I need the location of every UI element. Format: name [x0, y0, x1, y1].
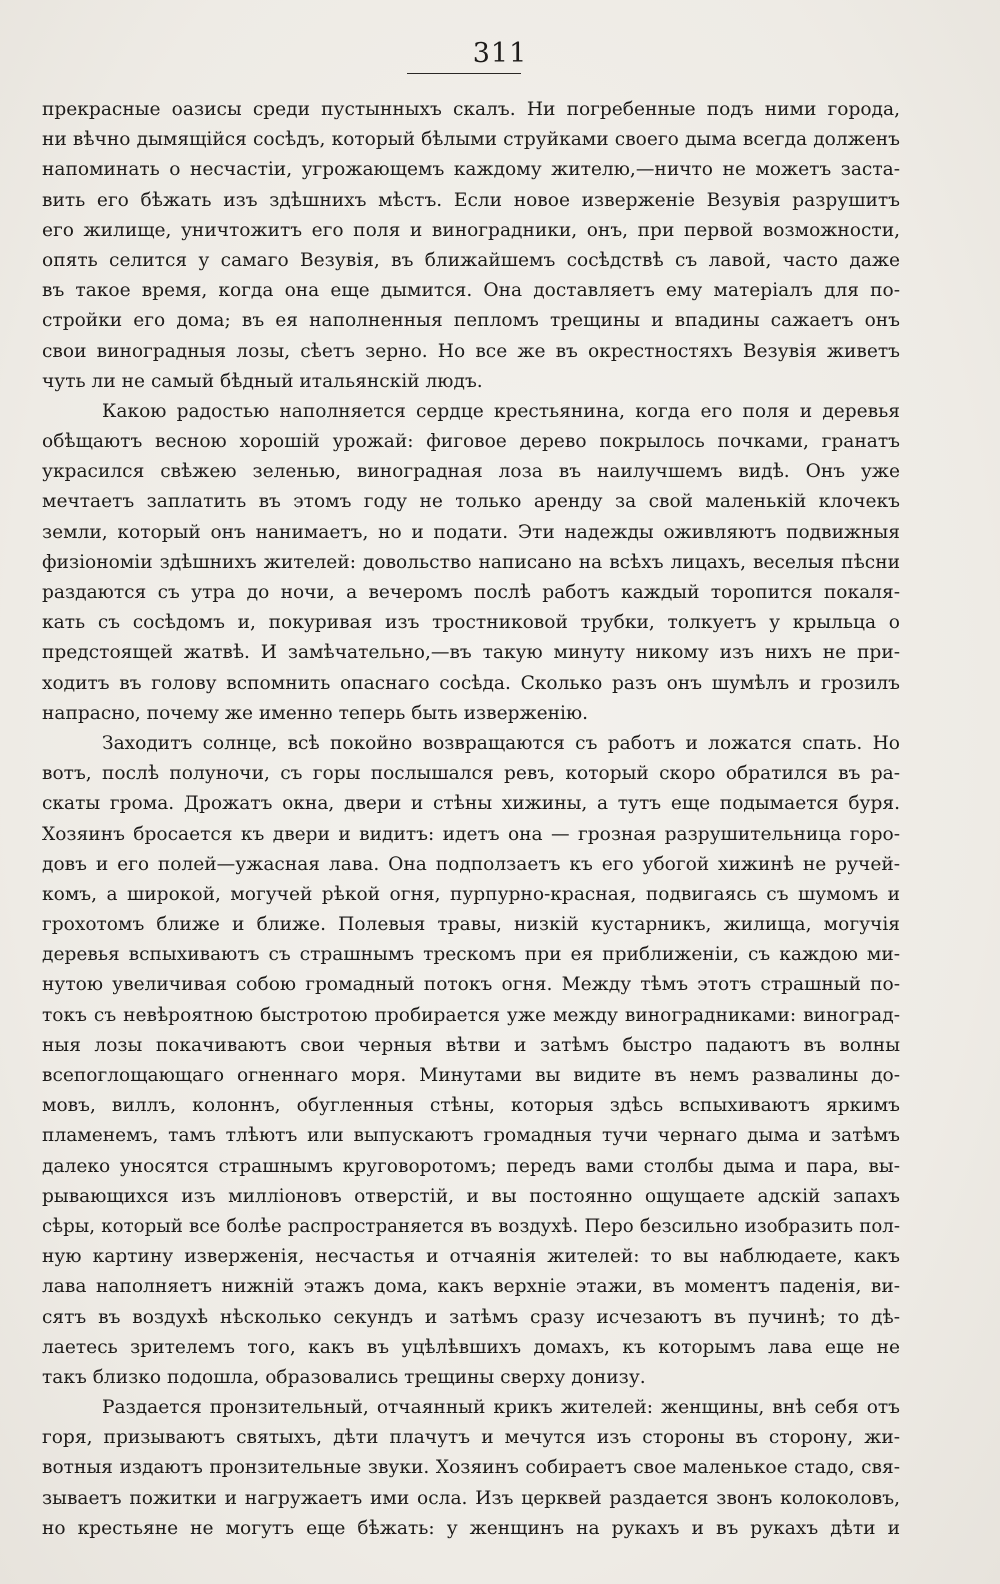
- text-line: физіономіи здѣшнихъ жителей: довольство написано на всѣхъ лицахъ, веселыя пѣсни: [42, 551, 900, 573]
- text-line: мовъ, виллъ, колоннъ, обугленныя стѣны, которыя здѣсь вспыхиваютъ яркимъ: [42, 1095, 900, 1117]
- text-line: комъ, а широкой, могучей рѣкой огня, пурпурно-красная, подвигаясь съ шумомъ и: [42, 883, 900, 905]
- text-line: скаты грома. Дрожатъ окна, двери и стѣны хижины, а тутъ еще подымается буря.: [42, 793, 900, 815]
- text-line: ходитъ въ голову вспомнить опаснаго сосѣда. Сколько разъ онъ шумѣлъ и грозилъ: [42, 672, 900, 694]
- text-line: рывающихся изъ милліоновъ отверстій, и вы постоянно ощущаете адскій запахъ: [42, 1185, 900, 1207]
- text-line: предстоящей жатвѣ. И замѣчательно,—въ такую минуту никому изъ нихъ не при-: [42, 642, 900, 664]
- text-line: лава наполняетъ нижній этажъ дома, какъ верхніе этажи, въ моментъ паденія, ви-: [42, 1276, 900, 1298]
- text-line: деревья вспыхиваютъ съ страшнымъ трескомъ при ея приближеніи, съ каждою ми-: [42, 944, 900, 966]
- text-line: стройки его дома; въ ея наполненныя пепломъ трещины и впадины сажаетъ онъ: [42, 310, 900, 332]
- text-line: кать съ сосѣдомъ и, покуривая изъ тростниковой трубки, толкуетъ у крыльца о: [42, 612, 900, 634]
- text-line: обѣщаютъ весною хорошій урожай: фиговое дерево покрылось почками, гранатъ: [42, 431, 900, 453]
- text-line: лаетесь зрителемъ того, какъ въ уцѣлѣвшихъ домахъ, къ которымъ лава еще не: [42, 1336, 900, 1358]
- text-line: горя, призываютъ святыхъ, дѣти плачутъ и мечутся изъ стороны въ сторону, жи-: [42, 1427, 900, 1449]
- page-number: 311: [472, 38, 528, 69]
- text-line: сѣры, который все болѣе распространяется въ воздухѣ. Перо безсильно изобразить пол-: [42, 1215, 900, 1237]
- text-line: ныя лозы покачиваютъ свои черныя вѣтви и затѣмъ быстро падаютъ въ волны: [42, 1034, 900, 1056]
- text-line: грохотомъ ближе и ближе. Полевыя травы, низкій кустарникъ, жилища, могучія: [42, 914, 900, 936]
- text-line: раздаются съ утра до ночи, а вечеромъ послѣ работъ каждый торопится покаля-: [42, 582, 900, 603]
- text-line: вотъ, послѣ полуночи, съ горы послышался ревъ, который скоро обратился въ ра-: [42, 763, 900, 785]
- text-line: земли, который онъ нанимаетъ, но и подати. Эти надежды оживляютъ подвижныя: [42, 521, 900, 543]
- page-number-rule: [407, 73, 521, 74]
- text-line: такъ близко подошла, образовались трещины сверху донизу.: [42, 1366, 646, 1388]
- text-line: его жилище, уничтожитъ его поля и виноградники, онъ, при первой возможности,: [42, 219, 900, 241]
- text-line: въ такое время, когда она еще дымится. Она доставляетъ ему матеріалъ для по-: [42, 280, 900, 302]
- text-line: чуть ли не самый бѣдный итальянскій людъ.: [42, 370, 483, 392]
- text-line: прекрасные оазисы среди пустынныхъ скалъ. Ни погребенные подъ ними города,: [42, 99, 900, 120]
- text-line: вить его бѣжать изъ здѣшнихъ мѣстъ. Если новое изверженіе Везувія разрушитъ: [42, 189, 900, 211]
- text-line: напоминать о несчастіи, угрожающемъ каждому жителю,—ничто не можетъ заста-: [42, 159, 900, 181]
- text-line: Хозяинъ бросается къ двери и видитъ: идетъ она — грозная разрушительница горо-: [42, 823, 900, 845]
- text-line: Раздается пронзительный, отчаянный крикъ жителей: женщины, внѣ себя отъ: [102, 1397, 900, 1419]
- text-line: Заходитъ солнце, всѣ покойно возвращаются съ работъ и ложатся спать. Но: [102, 732, 900, 754]
- text-line: далеко уносятся страшнымъ круговоротомъ; передъ вами столбы дыма и пара, вы-: [42, 1155, 900, 1177]
- text-line: довъ и его полей—ужасная лава. Она подползаетъ къ его убогой хижинѣ не ручей-: [42, 853, 900, 875]
- text-line: зываетъ пожитки и нагружаетъ ими осла. Изъ церквей раздается звонъ колоколовъ,: [42, 1487, 900, 1509]
- text-line: напрасно, почему же именно теперь быть изверженію.: [42, 702, 589, 724]
- text-line: украсился свѣжею зеленью, виноградная лоза въ наилучшемъ видѣ. Онъ уже: [42, 461, 900, 483]
- text-line: пламенемъ, тамъ тлѣютъ или выпускаютъ громадныя тучи чернаго дыма и затѣмъ: [42, 1125, 900, 1147]
- text-line: нутою увеличивая собою громадный потокъ огня. Между тѣмъ этотъ страшный по-: [42, 974, 900, 996]
- text-line: ную картину изверженія, несчастья и отчаянія жителей: то вы наблюдаете, какъ: [42, 1246, 900, 1268]
- text-line: вотныя издаютъ пронзительные звуки. Хозяинъ собираетъ свое маленькое стадо, свя-: [42, 1457, 900, 1479]
- text-line: но крестьяне не могутъ еще бѣжать: у женщинъ на рукахъ и въ рукахъ дѣти и: [42, 1517, 900, 1539]
- body-text: [42, 95, 900, 1544]
- text-line: сятъ въ воздухѣ нѣсколько секундъ и затѣмъ сразу исчезаютъ въ пучинѣ; то дѣ-: [42, 1306, 900, 1328]
- text-line: свои виноградныя лозы, сѣетъ зерно. Но все же въ окрестностяхъ Везувія живетъ: [42, 340, 900, 362]
- text-line: всепоглощающаго огненнаго моря. Минутами вы видите въ немъ развалины до-: [42, 1065, 900, 1086]
- text-line: Какою радостью наполняется сердце крестьянина, когда его поля и деревья: [102, 400, 900, 422]
- text-line: токъ съ невѣроятною быстротою пробирается уже между виноградниками: виноград-: [42, 1004, 900, 1026]
- text-line: ни вѣчно дымящійся сосѣдъ, который бѣлыми струйками своего дыма всегда долженъ: [42, 129, 900, 151]
- text-line: опять селится у самаго Везувія, въ ближайшемъ сосѣдствѣ съ лавой, часто даже: [42, 249, 900, 271]
- text-line: мечтаетъ заплатить въ этомъ году не только аренду за свой маленькій клочекъ: [42, 491, 900, 513]
